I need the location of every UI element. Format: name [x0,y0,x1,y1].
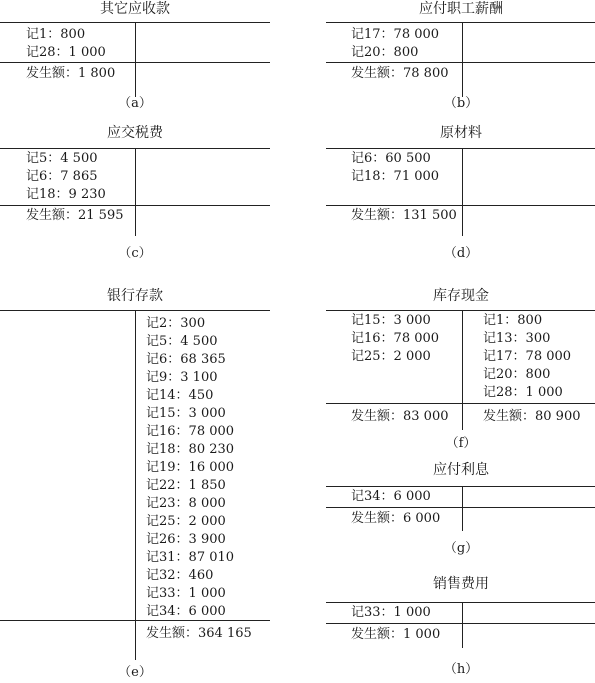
account-total-line [326,403,595,404]
account-center-line [462,22,463,97]
credit-total: 发生额：78 800 [351,66,449,81]
account-header-line [326,22,595,23]
entry: 记25：2 000 [146,514,226,529]
account-title: 应付利息 [433,462,489,478]
entry: 记13：300 [483,331,551,346]
figure-caption: （f） [445,436,477,451]
entry: 记17：78 000 [483,349,572,364]
entry: 记15：3 000 [351,313,431,328]
entry: 记16：78 000 [351,331,440,346]
account-total-line [0,620,270,621]
account-header-line [326,310,595,311]
entry: 记5：4 500 [146,334,218,349]
entry: 记1：800 [26,27,86,42]
account-total-line [326,507,595,508]
entry: 记28：1 000 [26,45,106,60]
figure-caption: （e） [118,665,152,680]
account-total-line [326,62,595,63]
entry: 记33：1 000 [351,605,431,620]
credit-entries [351,26,439,62]
entry: 记19：16 000 [146,460,235,475]
credit-entries [483,312,571,402]
entry: 记23：8 000 [146,496,226,511]
account-title: 销售费用 [433,576,489,592]
account-header-line [326,148,595,149]
account-center-line [462,148,463,236]
debit-total: 发生额：83 000 [351,409,449,424]
entry: 记22：1 850 [146,478,226,493]
entry: 记28：1 000 [483,385,563,400]
figure-caption: （b） [443,96,479,111]
entry: 记6：68 365 [146,352,226,367]
account-center-line [462,602,463,648]
account-title: 其它应收款 [100,1,170,17]
debit-entries [351,150,439,186]
account-title: 银行存款 [107,288,163,304]
debit-total: 发生额：21 595 [26,208,124,223]
entry: 记34：6 000 [146,604,226,619]
entry: 记31：87 010 [146,550,235,565]
debit-total: 发生额：1 000 [351,627,441,642]
entry: 记18：80 230 [146,442,235,457]
account-total-line [0,205,270,206]
debit-total: 发生额：6 000 [351,511,441,526]
entry: 记34：6 000 [351,489,431,504]
entry: 记1：800 [483,313,543,328]
debit-entries [351,488,431,506]
debit-total: 发生额：1 800 [26,66,116,81]
entry: 记6：7 865 [26,169,98,184]
account-center-line [135,310,136,660]
entry: 记32：460 [146,568,214,583]
figure-caption: （d） [443,246,479,261]
account-title: 应交税费 [107,125,163,141]
account-center-line [135,22,136,97]
entry: 记2：300 [146,316,206,331]
entry: 记18：9 230 [26,187,106,202]
debit-entries [26,150,106,204]
entry: 记25：2 000 [351,349,431,364]
entry: 记14：450 [146,388,214,403]
account-title: 原材料 [440,125,482,141]
entry: 记26：3 900 [146,532,226,547]
entry: 记5：4 500 [26,151,98,166]
entry: 记17：78 000 [351,27,440,42]
entry: 记18：71 000 [351,169,440,184]
debit-entries [26,26,106,62]
account-center-line [462,310,463,430]
figure-caption: （g） [443,541,479,556]
account-title: 库存现金 [433,288,489,304]
figure-caption: （h） [443,662,479,677]
entry: 记16：78 000 [146,424,235,439]
debit-total: 发生额：131 500 [351,208,457,223]
account-header-line [326,486,595,487]
entry: 记9：3 100 [146,370,218,385]
entry: 记20：800 [483,367,551,382]
account-center-line [135,148,136,236]
entry: 记15：3 000 [146,406,226,421]
entry: 记6：60 500 [351,151,431,166]
account-title: 应付职工薪酬 [419,1,503,17]
account-center-line [462,486,463,531]
account-total-line [326,205,595,206]
account-total-line [0,62,270,63]
credit-total: 发生额：80 900 [483,409,581,424]
figure-caption: （c） [118,246,152,261]
debit-entries [351,312,439,366]
entry: 记33：1 000 [146,586,226,601]
figure-caption: （a） [118,96,152,111]
account-total-line [326,623,595,624]
entry: 记20：800 [351,45,419,60]
debit-entries [351,604,431,622]
credit-entries [146,315,234,621]
credit-total: 发生额：364 165 [146,626,252,641]
account-header-line [326,602,595,603]
